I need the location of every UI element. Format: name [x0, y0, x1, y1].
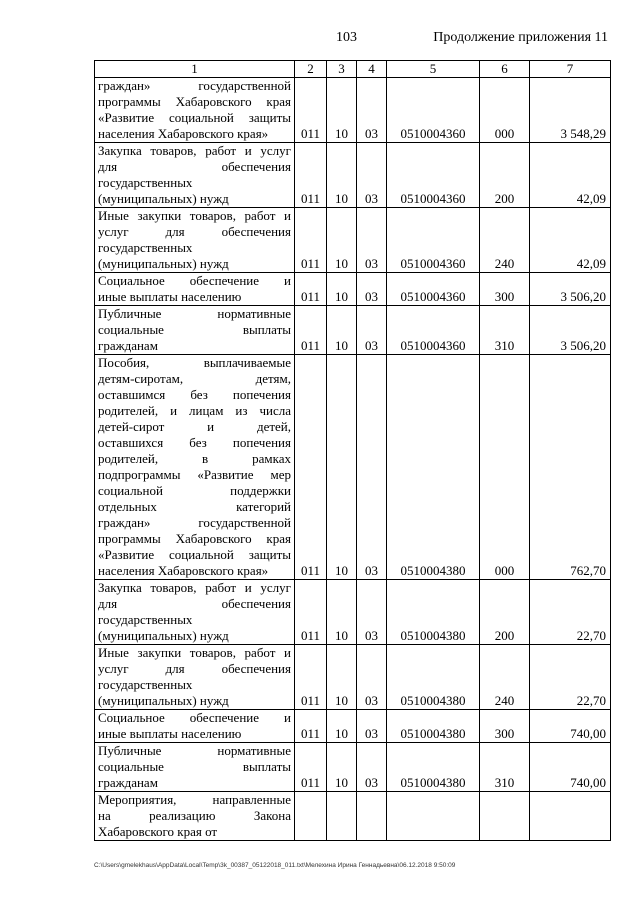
section-code: 10: [327, 743, 357, 792]
description-line: «Развитие социальной защиты: [98, 547, 291, 562]
subsection-code: 03: [357, 743, 387, 792]
description-line: (муниципальных) нужд: [98, 191, 229, 206]
description-line: детей-сирот и детей,: [98, 419, 291, 434]
target-article-code: 0510004380: [387, 710, 480, 743]
description-line: граждан» государственной: [98, 515, 291, 530]
expense-type-code: 000: [480, 355, 530, 580]
continuation-label: Продолжение приложения 11: [433, 30, 608, 45]
table-row: [95, 143, 611, 208]
amount: 42,09: [530, 143, 611, 208]
amount: 22,70: [530, 645, 611, 710]
description-line: Иные закупки товаров, работ и: [98, 645, 291, 660]
expense-type-code: 000: [480, 78, 530, 143]
ministry-code: 011: [295, 710, 327, 743]
description-line: Социальное обеспечение и: [98, 710, 291, 725]
row-description: [95, 710, 295, 743]
description-line: государственных: [98, 677, 193, 692]
expense-type-code: 240: [480, 208, 530, 273]
description-line: государственных: [98, 612, 193, 627]
subsection-code: 03: [357, 208, 387, 273]
expense-type-code: [480, 792, 530, 841]
description-line: Хабаровского края от: [98, 824, 218, 839]
expense-type-code: 300: [480, 273, 530, 306]
column-number-row: [95, 61, 611, 78]
expense-type-code: 200: [480, 143, 530, 208]
description-line: гражданам: [98, 338, 158, 353]
description-line: Публичные нормативные: [98, 306, 291, 321]
row-description: [95, 355, 295, 580]
row-description: [95, 645, 295, 710]
description-line: (муниципальных) нужд: [98, 628, 229, 643]
description-line: гражданам: [98, 775, 158, 790]
row-description: [95, 143, 295, 208]
description-line: Мероприятия, направленные: [98, 792, 291, 807]
description-line: (муниципальных) нужд: [98, 256, 229, 271]
description-line: родителей, в рамках: [98, 451, 291, 466]
table-row: [95, 645, 611, 710]
amount: 740,00: [530, 743, 611, 792]
description-line: оставшимся без попечения: [98, 387, 291, 402]
description-line: услуг для обеспечения: [98, 661, 291, 676]
section-code: 10: [327, 208, 357, 273]
column-number: 2: [295, 61, 327, 78]
description-line: для обеспечения: [98, 596, 291, 611]
description-line: программы Хабаровского края: [98, 531, 291, 546]
description-line: оставшихся без попечения: [98, 435, 291, 450]
target-article-code: 0510004360: [387, 143, 480, 208]
description-line: родителей, и лицам из числа: [98, 403, 291, 418]
expense-type-code: 310: [480, 743, 530, 792]
table-row: [95, 743, 611, 792]
amount: 3 506,20: [530, 306, 611, 355]
description-line: подпрограммы «Развитие мер: [98, 467, 291, 482]
description-line: социальной поддержки: [98, 483, 291, 498]
table-row: [95, 580, 611, 645]
subsection-code: 03: [357, 710, 387, 743]
table-row: [95, 710, 611, 743]
section-code: 10: [327, 710, 357, 743]
description-line: услуг для обеспечения: [98, 224, 291, 239]
row-description: [95, 792, 295, 841]
target-article-code: 0510004360: [387, 306, 480, 355]
page-number: 103: [336, 30, 357, 45]
table-row: [95, 306, 611, 355]
subsection-code: 03: [357, 645, 387, 710]
section-code: [327, 792, 357, 841]
description-line: государственных: [98, 240, 193, 255]
subsection-code: 03: [357, 306, 387, 355]
target-article-code: 0510004360: [387, 78, 480, 143]
description-line: населения Хабаровского края»: [98, 563, 269, 578]
expense-type-code: 200: [480, 580, 530, 645]
description-line: Закупка товаров, работ и услуг: [98, 143, 291, 158]
amount: [530, 792, 611, 841]
description-line: Пособия, выплачиваемые: [98, 355, 291, 370]
description-line: иные выплаты населению: [98, 289, 242, 304]
target-article-code: 0510004380: [387, 645, 480, 710]
subsection-code: 03: [357, 143, 387, 208]
description-line: населения Хабаровского края»: [98, 126, 269, 141]
section-code: 10: [327, 273, 357, 306]
row-description: [95, 273, 295, 306]
ministry-code: 011: [295, 273, 327, 306]
ministry-code: 011: [295, 208, 327, 273]
description-line: социальные выплаты: [98, 759, 291, 774]
ministry-code: 011: [295, 355, 327, 580]
description-line: (муниципальных) нужд: [98, 693, 229, 708]
column-number: 5: [387, 61, 480, 78]
table-row: [95, 273, 611, 306]
section-code: 10: [327, 355, 357, 580]
description-line: отдельных категорий: [98, 499, 291, 514]
section-code: 10: [327, 306, 357, 355]
target-article-code: 0510004380: [387, 743, 480, 792]
description-line: Закупка товаров, работ и услуг: [98, 580, 291, 595]
description-line: на реализацию Закона: [98, 808, 291, 823]
table-row: [95, 78, 611, 143]
description-line: «Развитие социальной защиты: [98, 110, 291, 125]
ministry-code: 011: [295, 78, 327, 143]
subsection-code: 03: [357, 580, 387, 645]
budget-table: [94, 60, 611, 841]
description-line: Социальное обеспечение и: [98, 273, 291, 288]
ministry-code: 011: [295, 306, 327, 355]
amount: 762,70: [530, 355, 611, 580]
row-description: [95, 580, 295, 645]
target-article-code: 0510004360: [387, 208, 480, 273]
ministry-code: 011: [295, 645, 327, 710]
amount: 3 548,29: [530, 78, 611, 143]
row-description: [95, 208, 295, 273]
table-row: [95, 208, 611, 273]
ministry-code: [295, 792, 327, 841]
section-code: 10: [327, 645, 357, 710]
description-line: Иные закупки товаров, работ и: [98, 208, 291, 223]
amount: 22,70: [530, 580, 611, 645]
description-line: социальные выплаты: [98, 322, 291, 337]
table-row: [95, 355, 611, 580]
ministry-code: 011: [295, 580, 327, 645]
table-row: [95, 792, 611, 841]
column-number: 3: [327, 61, 357, 78]
footer-path: C:\Users\gmelekhaus\AppData\Local\Temp\3k_00387_05122018_011.txt\Мелехина Ирина Геннадьевна\06.12.2018 9:50:09: [94, 862, 456, 869]
row-description: [95, 743, 295, 792]
section-code: 10: [327, 78, 357, 143]
subsection-code: 03: [357, 78, 387, 143]
target-article-code: 0510004360: [387, 273, 480, 306]
target-article-code: 0510004380: [387, 580, 480, 645]
description-line: детям-сиротам, детям,: [98, 371, 291, 386]
description-line: для обеспечения: [98, 159, 291, 174]
description-line: иные выплаты населению: [98, 726, 242, 741]
section-code: 10: [327, 580, 357, 645]
subsection-code: 03: [357, 355, 387, 580]
target-article-code: 0510004380: [387, 355, 480, 580]
subsection-code: 03: [357, 273, 387, 306]
description-line: программы Хабаровского края: [98, 94, 291, 109]
ministry-code: 011: [295, 143, 327, 208]
expense-type-code: 240: [480, 645, 530, 710]
row-description: [95, 306, 295, 355]
column-number: 4: [357, 61, 387, 78]
description-line: граждан» государственной: [98, 78, 291, 93]
ministry-code: 011: [295, 743, 327, 792]
target-article-code: [387, 792, 480, 841]
description-line: Публичные нормативные: [98, 743, 291, 758]
amount: 42,09: [530, 208, 611, 273]
row-description: [95, 78, 295, 143]
section-code: 10: [327, 143, 357, 208]
description-line: государственных: [98, 175, 193, 190]
amount: 740,00: [530, 710, 611, 743]
expense-type-code: 300: [480, 710, 530, 743]
column-number: 7: [530, 61, 611, 78]
column-number: 1: [95, 61, 295, 78]
expense-type-code: 310: [480, 306, 530, 355]
subsection-code: [357, 792, 387, 841]
column-number: 6: [480, 61, 530, 78]
amount: 3 506,20: [530, 273, 611, 306]
